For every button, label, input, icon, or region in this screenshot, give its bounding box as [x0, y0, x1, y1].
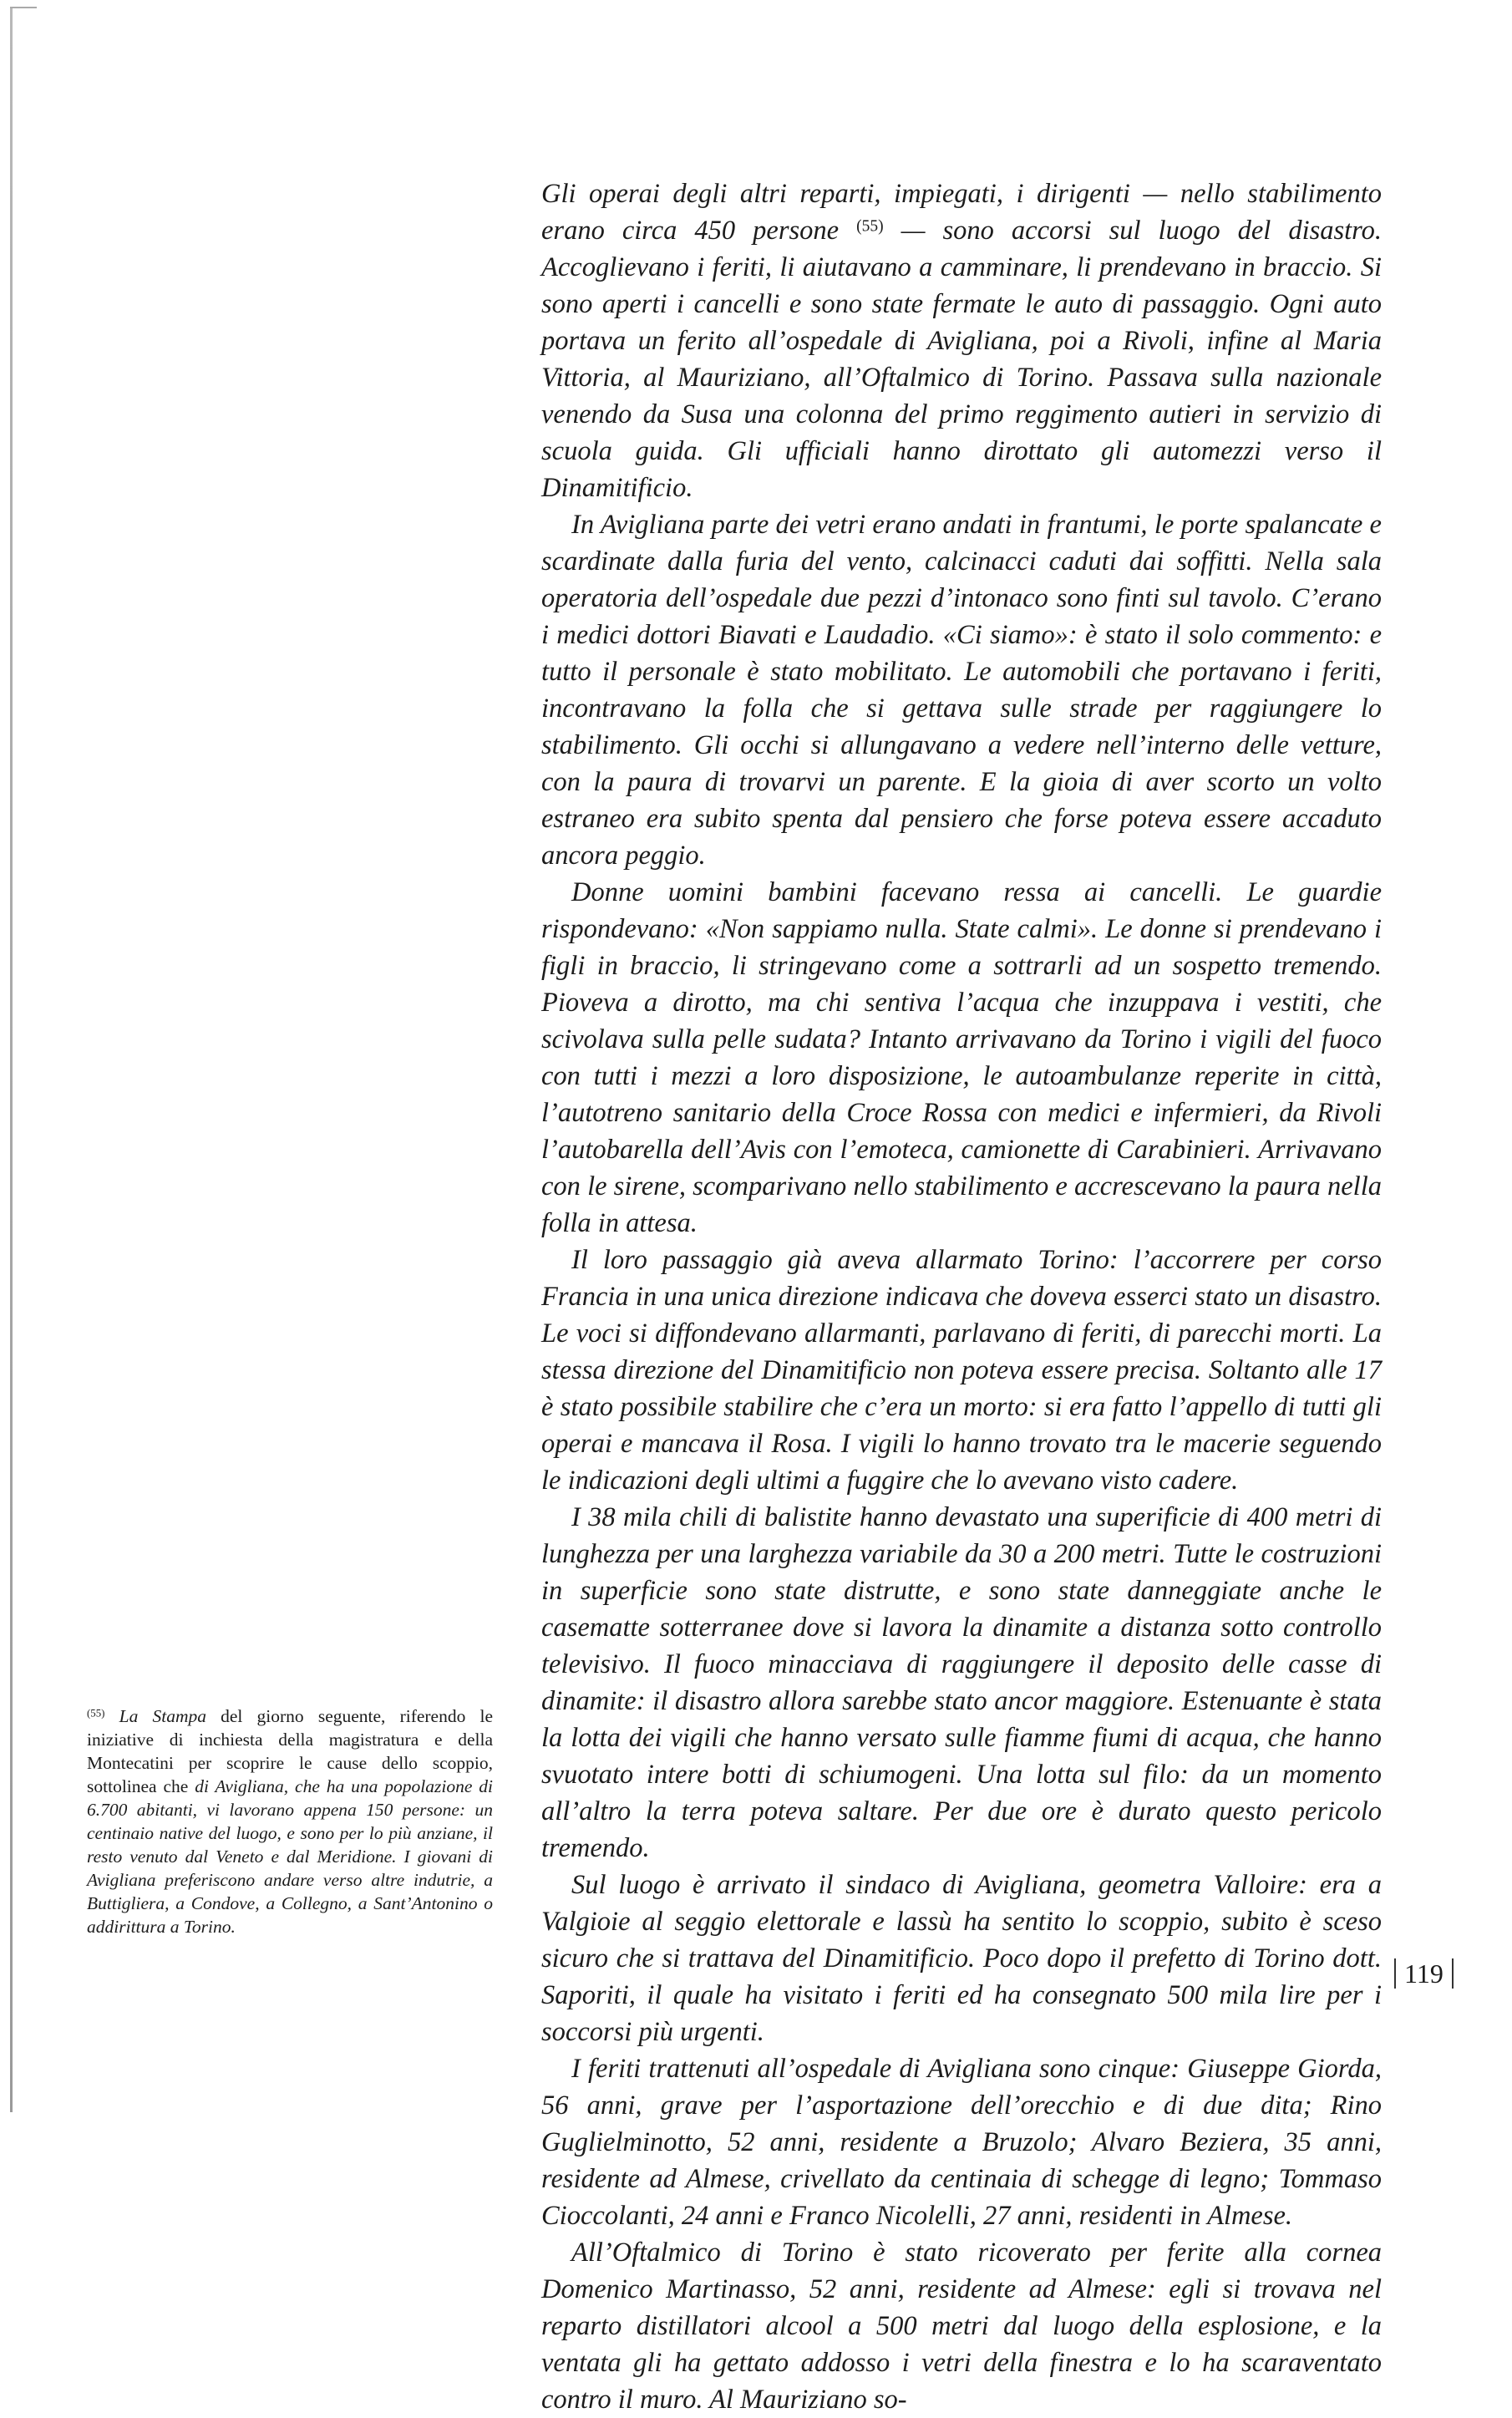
paragraph-8: All’Oftalmico di Torino è stato ricoverato per ferite alla cornea Domenico Martinasso, 52 anni, residente ad Almese: egli si trovava nel reparto distillatori alcool a 500 metri dal luogo della esplosione, e la ventata gli ha gettato addosso i vetri della finestra e lo ha scaraventato contro il muro. Al Mauriziano so-: [541, 2238, 1382, 2415]
paragraph-6: Sul luogo è arrivato il sindaco di Avigliana, geometra Valloire: era a Valgioie al seggio elettorale e lassù ha sentito lo scoppio, subito è sceso sicuro che si trattava del Dinamitificio. Poco dopo il prefetto di Torino dott. Saporiti, il quale ha visitato i feriti ed ha consegnato 500 mila lire per i soccorsi più urgenti.: [541, 1870, 1382, 2047]
page-number-rule-left: [1394, 1958, 1396, 1989]
page-number-rule-right: [1452, 1958, 1454, 1989]
footnote-quote: di Avigliana, che ha una popolazione di 6.700 abitanti, vi lavorano appena 150 persone: un centinaio native del luogo, e sono per lo più anziane, il resto venuto dal Veneto e dal Meridione. I giovani di Avigliana preferiscono andare verso altre indutrie, a Buttigliera, a Condove, a Collegno, a Sant’Antonino o addirittura a Torino.: [87, 1776, 493, 1937]
footnote-marker: (55): [87, 1707, 105, 1720]
paragraph-2: In Avigliana parte dei vetri erano andati in frantumi, le porte spalancate e scardinate dalla furia del vento, calcinacci caduti dai soffitti. Nella sala operatoria dell’ospedale due pezzi d’intonaco sono finti sul tavolo. C’erano i medici dottori Biavati e Laudadio. «Ci siamo»: è stato il solo commento: e tutto il personale è stato mobilitato. Le automobili che portavano i feriti, incontravano la folla che si gettava sulle strade per raggiungere lo stabilimento. Gli occhi si allungavano a vedere nell’interno delle vetture, con la paura di trovarvi un parente. E la gioia di aver scorto un volto estraneo era subito spenta dal pensiero che forse poteva essere accaduto ancora peggio.: [541, 510, 1382, 871]
page-number-value: 119: [1404, 1958, 1444, 1989]
main-text-column: [541, 175, 1382, 2418]
paragraph-5: I 38 mila chili di balistite hanno devastato una superificie di 400 metri di lunghezza per una larghezza variabile da 30 a 200 metri. Tutte le costruzioni in superficie sono state distrutte, e sono state danneggiate anche le casematte sotterranee dove si lavora la dinamite a distanza sotto controllo televisivo. Il fuoco minacciava di raggiungere il deposito delle casse di dinamite: il disastro allora sarebbe stato ancor maggiore. Estenuante è stata la lotta dei vigili che hanno versato sulle fiamme fiumi di acqua, che hanno svuotato intere botti di schiumogeni. Una lotta sul filo: da un momento all’altro la terra poteva saltare. Per due ore è durato questo pericolo tremendo.: [541, 1502, 1382, 1863]
page-number: [1386, 1958, 1462, 1989]
footnote: [87, 1704, 493, 1938]
paragraph-7: I feriti trattenuti all’ospedale di Avigliana sono cinque: Giuseppe Giorda, 56 anni, grave per l’asportazione dell’orecchio e di due dita; Rino Guglielminotto, 52 anni, residente a Bruzolo; Alvaro Beziera, 35 anni, residente ad Almese, crivellato da centinaia di schegge di legno; Tommaso Cioccolanti, 24 anni e Franco Nicolelli, 27 anni, residenti in Almese.: [541, 2054, 1382, 2231]
footnote-reference[interactable]: (55): [856, 217, 884, 236]
footnote-source: La Stampa: [119, 1706, 206, 1726]
paragraph-1: Gli operai degli altri reparti, impiegati, i dirigenti — nello stabilimento erano circa 450 persone $^{(55)}$ — sono accorsi sul luogo del disastro. Accoglievano i feriti, li aiutavano a camminare, li prendevano in braccio. Si sono aperti i cancelli e sono state fermate le auto di passaggio. Ogni auto portava un ferito all’ospedale di Avigliana, poi a Rivoli, infine al Maria Vittoria, al Mauriziano, all’Oftalmico di Torino. Passava sulla nazionale venendo da Susa una colonna del primo reggimento autieri in servizio di scuola guida. Gli ufficiali hanno dirottato gli automezzi verso il Dinamitificio.: [541, 179, 1382, 503]
footnote-text: del giorno seguente, riferendo le iniziative di inchiesta della magistratura e della Montecatini per scoprire le cause dello scoppio, sottolinea che: [87, 1706, 494, 1796]
scan-border-left: [10, 7, 13, 2112]
paragraph-4: Il loro passaggio già aveva allarmato Torino: l’accorrere per corso Francia in una unica direzione indicava che doveva esserci stato un disastro. Le voci si diffondevano allarmanti, parlavano di feriti, di parecchi morti. La stessa direzione del Dinamitificio non poteva essere precisa. Soltanto alle 17 è stato possibile stabilire che c’era un morto: si era fatto l’appello di tutti gli operai e mancava il Rosa. I vigili lo hanno trovato tra le macerie seguendo le indicazioni degli ultimi a fuggire che lo avevano visto cadere.: [541, 1245, 1382, 1496]
paragraph-3: Donne uomini bambini facevano ressa ai cancelli. Le guardie rispondevano: «Non sappiamo nulla. State calmi». Le donne si prendevano i figli in braccio, li stringevano come a sottrarli ad un sospetto tremendo. Pioveva a dirotto, ma chi sentiva l’acqua che inzuppava i vestiti, che scivolava sulla pelle sudata? Intanto arrivavano da Torino i vigili del fuoco con tutti i mezzi a loro disposizione, le autoambulanze reperite in città, l’autotreno sanitario della Croce Rossa con medici e infermieri, da Rivoli l’autobarella dell’Avis con l’emoteca, camionette di Carabinieri. Arrivavano con le sirene, scomparivano nello stabilimento e accrescevano la paura nella folla in attesa.: [541, 877, 1382, 1238]
scan-border-top: [10, 7, 37, 8]
